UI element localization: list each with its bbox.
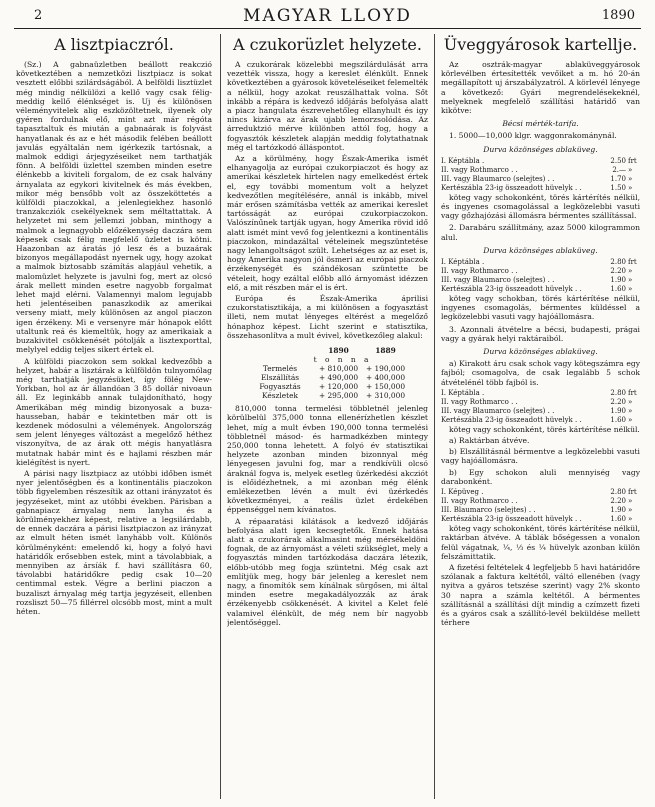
price-value: 2.20: [610, 397, 626, 406]
column-divider: [220, 34, 221, 799]
price-row: [441, 267, 640, 276]
page-number: 2: [34, 8, 43, 23]
article-paragraph: Európa és Észak-Amerika áprilisi czukorstatisztikája, a mi különösen a fogyasztást illeti, nem mutat lényeges eltérést a megelőző hónaphoz képest. Licht szerint e statisztika, összehasonlítva a mult évivel, következőleg alakul:: [227, 294, 428, 340]
price-value: 2.80: [610, 258, 626, 267]
section-item: b) Egy schokon aluli mennyiség vagy darabonként.: [441, 467, 640, 486]
price-value: 1.90: [610, 406, 626, 415]
article-paragraph: (Sz.) A gabnaüzletben beállott reakczió következtében a nemzetközi lisztpiacz is sokat vesztett előbbi szilárdságából. A belföldi lisztüzlet még mindig nélkülözi a kellő vagy csak félig-meddig kellő élénkséget is. Uj és különösen véleményvitelek alig eszközöltetnek, ilyenek oly gyéren fordulnak elő, mint azt már régóta tapasztaltuk és miután a gabnaárak is folyvást hanyatlanak és az e hét második felében beállott javulás egyáltalán nem igérkezik tartósnak, a malmok eddigi árjegyzéseiket nem tarthatják fönn. A belföldi üzlettel szemben minden esetre élénkebb a kiviteli forgalom, de ez csak halvány árnyalata az egykori kivitelnek és más években, mikor még bensőbb volt az összeköttetés a külföldi piaczokkal, a jelenlegiekhez hasonló tranzakcziók csekélyeknek sem méltattattak. A helyzetet mi sem jellemzi jobban, minthogy a malmok a legnagyobb előzékenység daczára sem képesek csak félig megfelelő üzletet is kötni. Haazonban az áratás jó lesz és a buzaárak bizonyos megállapodást nyernek ugy, hogy azokat a malmok biztosabb számítás alapjául vehetik, a malomüzlet helyzete is javulni fog, mert az olcsó árak mellett minden esetre nagyobb forgalmat lehet majd elérni. Valamennyi malom legujabb heti jelentéseiben panaszkodik az amerikai verseny miatt, mely különösen az angol piaczon igen érzékeny. Mi e versenyre már hónapok előtt utaltunk reá és kiemeltük, hogy az amerikaiak a buzakivitel csökkenését pótolják a lisztexporttal, melylyel eddig teljes sikert értek el.: [16, 60, 212, 355]
price-unit: »: [628, 183, 633, 192]
stat-row: Fogyasztás + 120,000 + 150,000: [259, 382, 406, 392]
price-item-name: Kertészábla 23-ig összeadott hüvelyk . .: [441, 183, 582, 192]
header-rule: [14, 28, 641, 29]
price-value: 2.20: [610, 497, 626, 506]
price-item-name: I. Képtábla .: [441, 258, 485, 267]
price-list: [441, 488, 640, 524]
price-value: 2.50: [610, 156, 626, 165]
price-value: 1.60: [610, 415, 626, 424]
page-header: [14, 6, 641, 28]
price-row: [441, 157, 640, 166]
section-item: b) Elszállításnál bérmentve a legközelebbi vasuti vagy hajóállomásra.: [441, 447, 640, 466]
stat-row: Elszállítás + 490,000 + 400,000: [260, 373, 406, 383]
article-title: A czukorüzlet helyzete.: [233, 35, 422, 54]
section-label: 3. Azonnali átvételre a bécsi, budapesti, prágai vagy a gyárak helyi raktáraiból.: [441, 324, 640, 343]
price-row: [441, 497, 640, 506]
price-item-name: Kertészábla 23-ig összeadott hüvelyk . .: [441, 285, 582, 294]
article-title: Üveggyárosok kartellje.: [443, 35, 638, 54]
price-item-name: I. Képtábla .: [441, 156, 485, 165]
section-subheading: Durva közönséges ablaküveg.: [483, 144, 598, 154]
price-row: [441, 276, 640, 285]
price-unit: »: [628, 276, 633, 285]
price-item-name: II. vagy Rothmarco . .: [441, 267, 518, 276]
article-paragraph: A párisi nagy lisztpiacz az utóbbi időben ismét nyer jelentőségben és a kontinentális piaczokon több figyelemben részesítik az ottani irányzatot és jegyzéseket, mint az utóbbi években. Párisban a gabnapiacz árnyalag nem lanyha és a körülményekhez képest, relative a legsilárdabb, de ennek daczára a párisi lisztpiaczon az irányzat az elmult héten ismét lanyhább volt. Különös körülményként: emelendő ki, hogy a folyó havi határidők erősebben estek, mint a távolabbiak, a mennyiben az ársíák f. havi szállításra 60, távolabbi határidőkre pedig csak 10—20 centimmal estek. Végre a berlini piaczon a buzaliszt árnyalag még tartja jegyzéseit, ellenben rozsliszt 50—75 fillérrel olcsóbb most, mint a mult héten.: [16, 468, 212, 616]
price-row: [441, 506, 640, 515]
article-title: A lisztpiaczról.: [54, 35, 174, 54]
price-row: [441, 515, 640, 524]
price-unit: frt: [628, 156, 637, 165]
price-unit: »: [628, 397, 633, 406]
price-item-name: II. vagy Rothmarco . .: [441, 397, 518, 406]
price-item-name: II. vagy Rothmarco . .: [441, 497, 518, 506]
price-item-name: Kertészábla 23-ig összeadott hüvelyk . .: [441, 515, 582, 524]
price-item-name: III. vagy Blaumarco (selejtes) . .: [441, 276, 555, 285]
price-item-name: III. vagy Blaumarco (selejtes) . .: [441, 174, 555, 183]
price-value: 1.50: [610, 183, 626, 192]
price-row: [441, 258, 640, 267]
price-row: [441, 285, 640, 294]
price-row: [441, 184, 640, 193]
column-divider: [434, 34, 435, 799]
article-paragraph: A répaaratási kilátások a kedvező időjárás befolyása alatt igen kecsegtetők. Ennek hatása alatt a czukorárak alkalmasint még mérsékeldöni fognak, de az árnyomást a véleti szükséglet, mely a fogyasztás minden tartózkodása daczára létezik, előbb-utóbb meg fogja szüntetni. Még csak azt említjük meg, hogy bár jelenleg a kereslet nem nagy, a finomítók sem kínálnak sürgősen, mi által minden esetre megakadályozzák az árak érzékenyebb csökkenését. A kivitel a Kelet felé valamivel élénkült, de még nem bír nagyobb jelentőséggel.: [227, 516, 428, 627]
article-paragraph: A fizetési feltételek 4 legfeljebb 5 havi határidőre szólanak a faktura keltétől, váltó ellenében (vagy nyitva a gyáros tetszése szerint) vagy 2% skonto 30 napra a számla keltétől. A bérmentes szállításnál a szállítási díjt mindig a czímzett fizeti és a gyáros csak a szállító-levél beküldése mellett térhere: [441, 562, 640, 628]
price-value: 1.60: [610, 285, 626, 294]
price-unit: »: [628, 267, 633, 276]
sugar-statistics-table: [245, 346, 410, 400]
price-unit: frt: [628, 388, 637, 397]
article-paragraph: Az osztrák-magyar ablaküveggyárosok körlevélben értesítették vevőiket a m. hó 20-án megállapított uj árszabályzatról. A körlevél lényege a következő: Gyári megrendelésekeknél, melyeknek megfelelő szállítási határidő van kikötve:: [441, 60, 640, 116]
price-item-name: I. Képüveg .: [441, 488, 484, 497]
price-row: [441, 407, 640, 416]
price-unit: »: [628, 406, 633, 415]
article-paragraph: 810,000 tonna termelési többletnél jelenleg körülbelül 375,000 tonna ellenérízhetlen készlet lehet, míg a mult évben 190,000 tonna termelési többletnél másod- és harmadkézben mintegy 250,000 tonna lehetett. A folyó év statisztikai helyzete azonban minden bizonnyal még lényegesen javulni fog, mar a rendkívüli olcsó áraknál fogva is, melyek esetleg üzérkedési akcziót is előidézhetnek, a mi azonban még élénk emlékezetben lévén a mult évi üzérkedés következményei, a reális üzlet érdekében éppenséggel nem kívánatos.: [227, 404, 428, 515]
price-row: [441, 398, 640, 407]
section-note: köteg vagy schokonként, törés kártérítése nélkül.: [449, 424, 640, 434]
section-subheading: Durva közönséges ablaküveg.: [483, 347, 598, 357]
newspaper-title: MAGYAR LLOYD: [243, 6, 412, 26]
section-subheading: Durva közönséges ablaküveg.: [483, 245, 598, 255]
section-note: köteg vagy schokonként, törés kártérítés nélkül, és ingyenes csomagolással a legközelebbi vasuti vagy gőzhajózási állomásra bérmentes szállítással.: [441, 192, 640, 221]
price-value: 2.80: [610, 488, 626, 497]
column-uveggyarosok: [441, 34, 640, 799]
price-unit: »: [628, 515, 633, 524]
price-item-name: III. Blaumarco (selejtes) . .: [441, 506, 536, 515]
section-note: köteg vagy schokban, törés kártérítése nélkül, ingyenes csomagolás, bérmentes küldéssel a legközelebbi vasuti vagy hajóállomásra.: [441, 294, 640, 322]
price-row: [441, 389, 640, 398]
price-list: [441, 258, 640, 294]
price-row: [441, 416, 640, 425]
article-paragraph: Az a körülmény, hogy Észak-Amerika ismét elhanyagolja az európai czukorpiaczot és hogy az amerikai készletek hirtelen nagy emelkedést értek el, egy további momentum volt a helyzet kedvezőtlen megítélésére, annál is inkább, mivel már erősen számításba vették az amerikai kereslet tartósságát az európai czukorpiaczokon. Valószínűnek tartják ugyan, hogy Amerika rövid idő alatt ismét mint vevő fog jelentkezni a kontinentális piaczokon, mindazáltal vételeinek megszüntetése nagy lehangoltságot szült. Lehetséges az az eset is, hogy Amerika nagyon jól ösmeri az európai piaczok érzékenységét és szándékosan szüntette be vételeit, hogy ezáltal előbb alló árnyomást idézzen elő, a mit részben már el is ért.: [227, 154, 428, 292]
section-label: 2. Darabáru szállítmány, azaz 5000 kilogrammon alul.: [441, 223, 640, 242]
tariff-heading: Bécsi mérték-tarifa.: [502, 119, 579, 129]
stat-year-1889: 1889: [375, 346, 396, 356]
price-item-name: Kertészábla 23-ig összeadott hüvelyk . .: [441, 415, 582, 424]
article-paragraph: köteg vagy schokonként, törés kártérítése nélkül, raktárban átvéve. A táblák bőségessen a vonalon felül vágatnak, ¼, ⅓ és ¼ hüvelyk azonban külön felszámittatik.: [441, 524, 640, 561]
page-year: 1890: [601, 8, 635, 23]
article-paragraph: A czukorárak közelebbi megszilárdulását arra vezették vissza, hogy a kereslet élénkült. Ennek következtében a gyárosok követeléseiket felemelték a nélkül, hogy azokat reuszálhattak volna. Sőt inkább a répára is kedvező időjárás befolyása alatt a piacz hangulata észrevehetőleg ellanyhult és igy nincs kizárva az árak ujabb lemorzsolódása. Az árreduktzió mérve különben attól fog, hogy a fogyasztók készletek alapján meddig folytathatnak még el tartózkodó álláspontot.: [227, 60, 428, 152]
price-row: [441, 175, 640, 184]
price-value: 1.90: [610, 506, 626, 515]
price-unit: »: [628, 174, 633, 183]
price-unit: »: [628, 497, 633, 506]
price-list: [441, 157, 640, 193]
column-lisztpiacz: [16, 34, 212, 799]
price-unit: »: [628, 506, 633, 515]
price-item-name: III. vagy Blaumarco (selejtes) . .: [441, 406, 555, 415]
stat-row: Készletek + 295,000 + 310,000: [262, 391, 406, 401]
price-value: 1.90: [610, 276, 626, 285]
price-value: 2.80: [610, 388, 626, 397]
price-list: [441, 389, 640, 425]
price-unit: »: [628, 285, 633, 294]
column-czukoruzlet: [227, 34, 428, 799]
stat-unit: t o n n a: [313, 355, 372, 365]
price-unit: »: [628, 415, 633, 424]
price-value: 1.60: [610, 515, 626, 524]
price-row: [441, 488, 640, 497]
section-text: a) Kirakott áru csak schok vagy kötegszámra egy fajból; csomagolva, de csak legalább 5 schok átvételénél több fajból is.: [441, 359, 640, 387]
stat-year-1890: 1890: [328, 346, 349, 356]
price-item-name: I. Képtábla .: [441, 388, 485, 397]
price-value: 2.20: [610, 267, 626, 276]
price-value: 1.70: [610, 174, 626, 183]
price-value: 2.—: [612, 165, 626, 174]
article-paragraph: A külföldi piaczokon sem sokkal kedvezőbb a helyzet, habár a lisztárak a külföldön tulnyomólag még tarthatják jegyzésüket, így fölég New-Yorkban, hol az ár állandóan 3 85 dollár nivoaun áll. Ez leginkább annak tulajdonítható, hogy Amerikában még mindig bizonyosak a buza-hausseban, habár e tekintetben már ott is kezdenek módosulni a vélemények. Angolország sem jelent lényeges változást a megelőző héthez viszonyítva, de az árak ott mégis hanyatlásra mutatnak habár mint és e hajlami részben már kielégítést is nyert.: [16, 356, 212, 467]
section-label: 1. 5000—10,000 klgr. waggonrakománynál.: [449, 131, 617, 141]
price-item-name: II. vagy Rothmarco . .: [441, 165, 518, 174]
price-row: [441, 166, 640, 175]
stat-row: Termelés + 810,000 + 190,000: [262, 364, 406, 374]
section-item: a) Raktárban átvéve.: [449, 436, 530, 446]
price-unit: »: [628, 165, 633, 174]
price-unit: frt: [628, 258, 637, 267]
price-unit: frt: [628, 488, 637, 497]
